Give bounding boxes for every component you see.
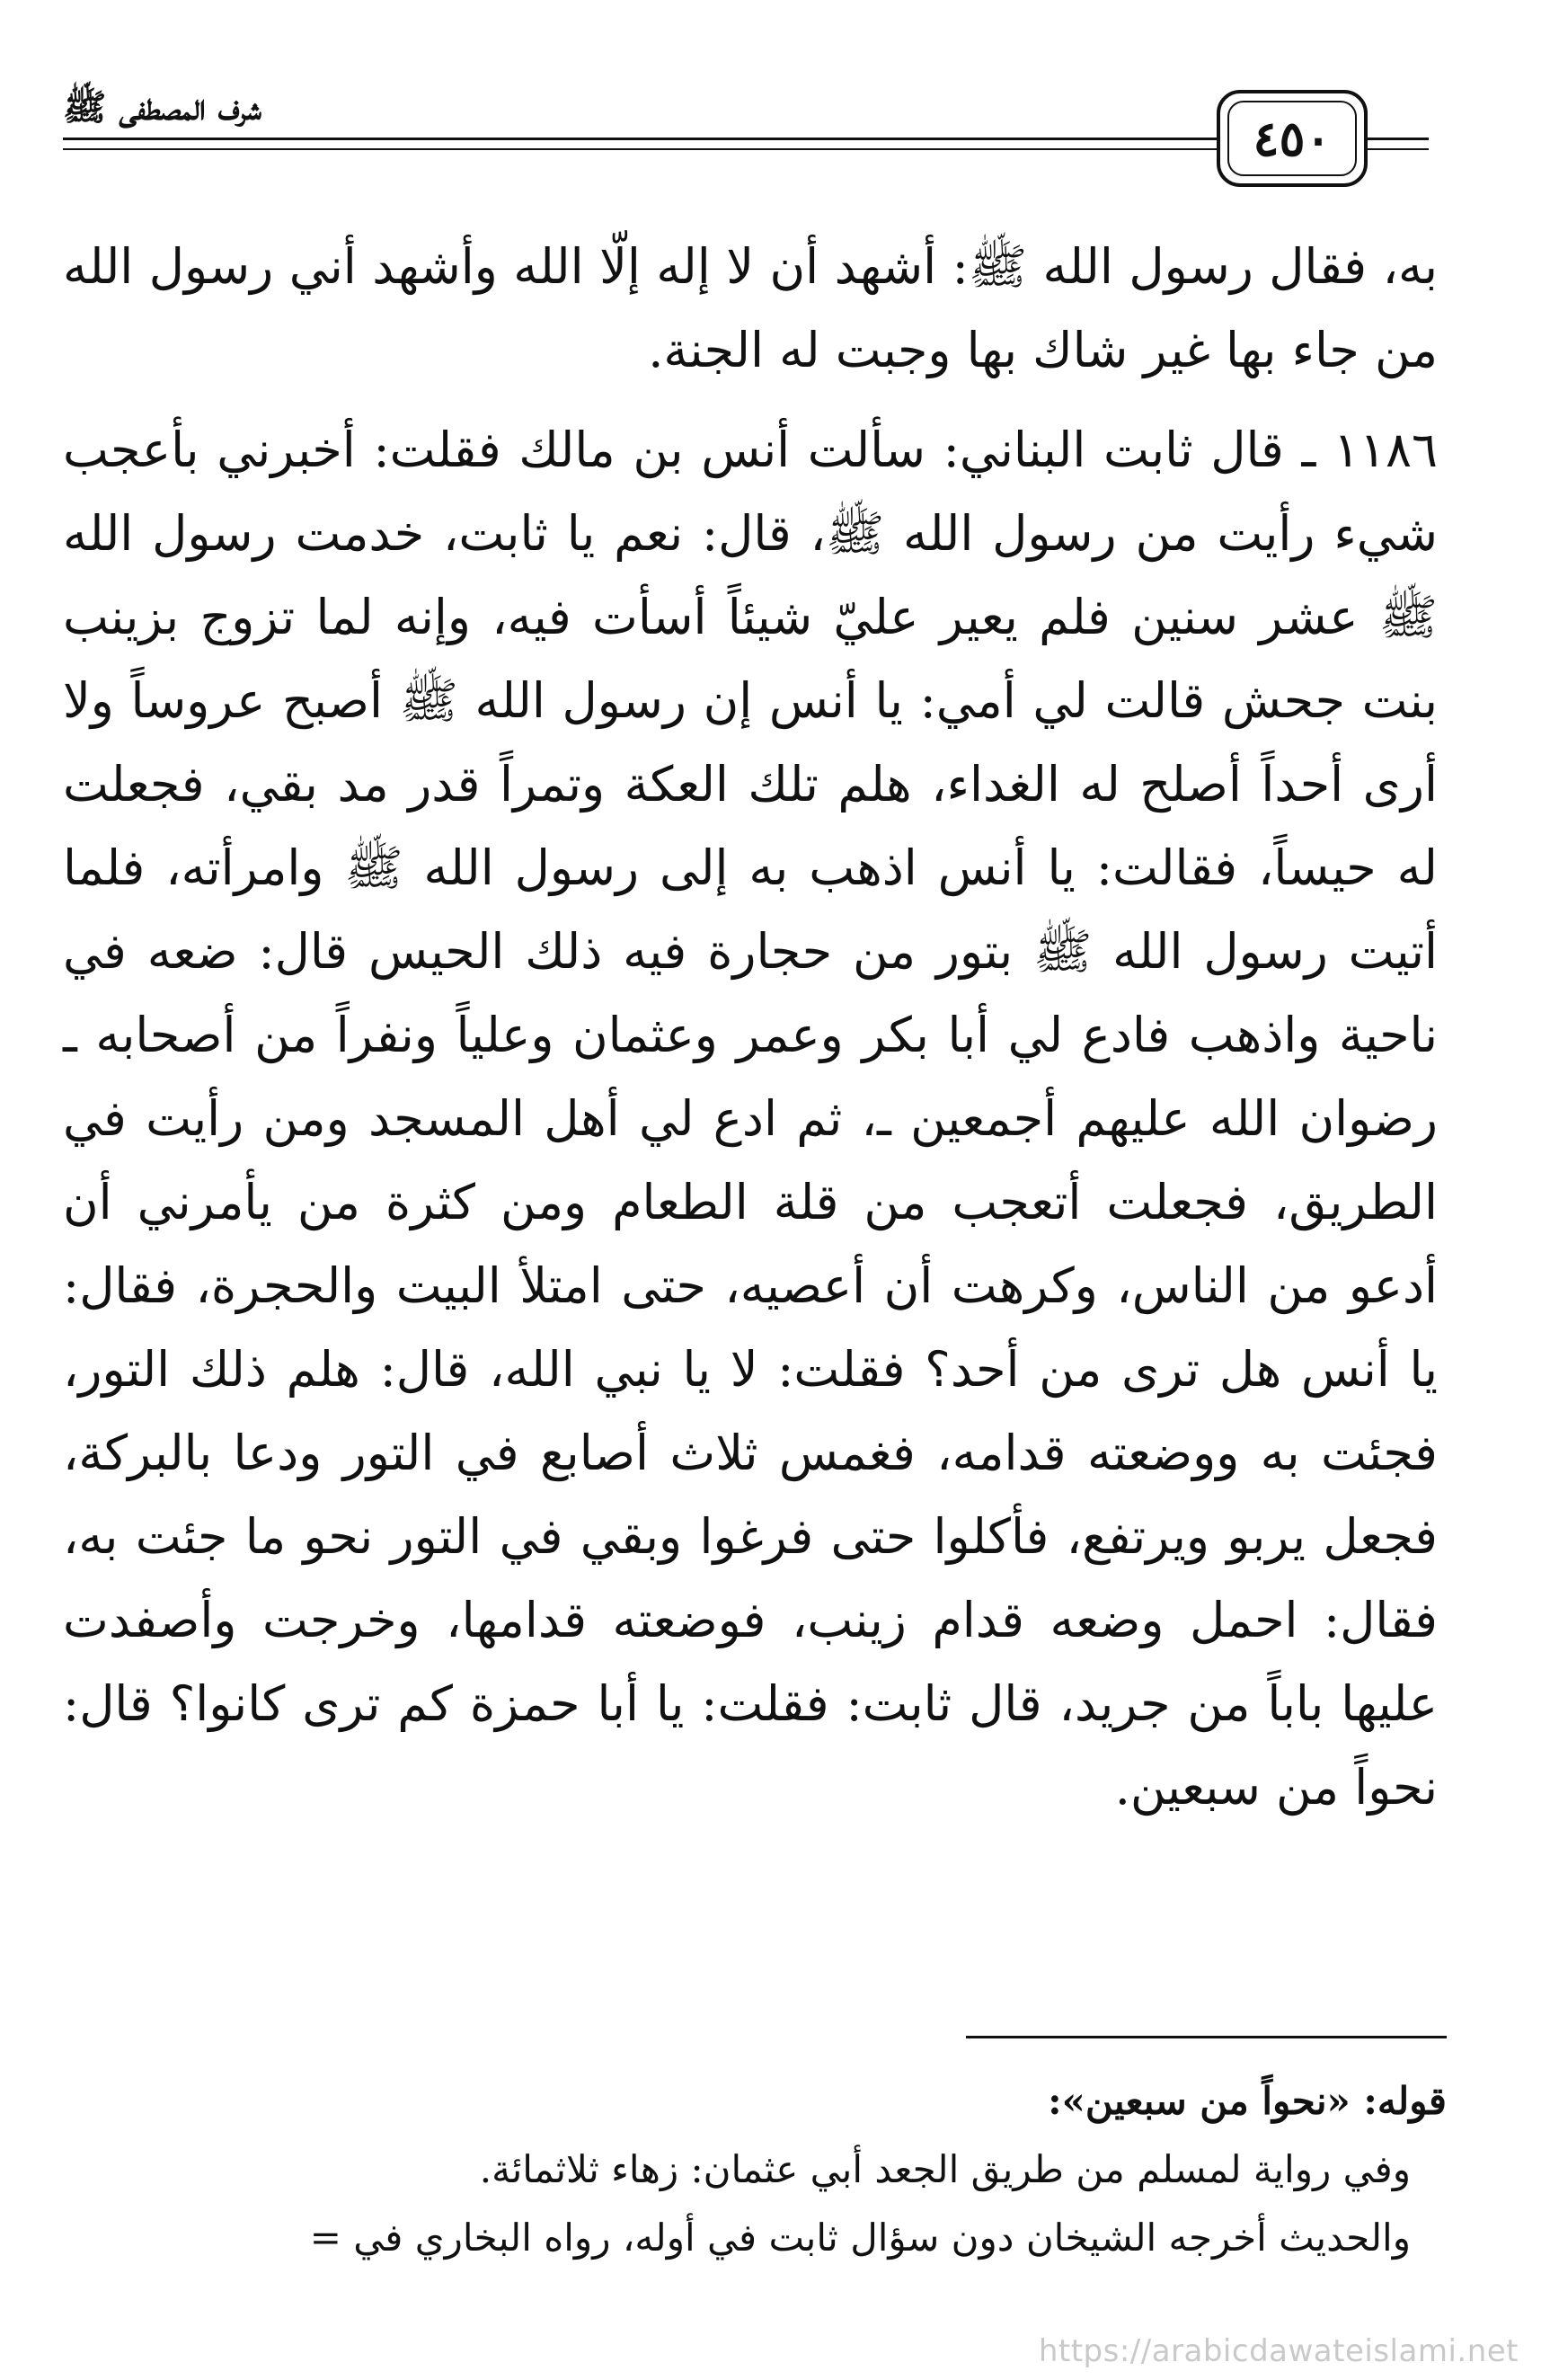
footnote [18,2067,1447,2272]
footnote-line: والحديث أخرجه الشيخان دون سؤال ثابت في أوله، رواه البخاري في = [309,2216,1411,2260]
running-title: شرف المصطفى ﷺ [63,85,267,130]
footnote-line: وفي رواية لمسلم من طريق الجعد أبي عثمان: زهاء ثلاثمائة. [479,2147,1411,2191]
header-rule-top [63,138,1276,140]
paragraph-hadith-1186: ١١٨٦ ـ قال ثابت البناني: سألت أنس بن مالك فقلت: أخبرني بأعجب شيء رأيت من رسول الله ﷺ، قال: نعم يا ثابت، خدمت رسول الله ﷺ عشر سنين فلم يعير عليّ شيئاً أسأت فيه، وإنه لما تزوج بزينب بنت جحش قالت لي أمي: يا أنس إن رسول الله ﷺ أصبح عروساً ولا أرى أحداً أصلح له الغداء، هلم تلك العكة وتمراً قدر مد بقي، فجعلت له حيساً، فقالت: يا أنس اذهب به إلى رسول الله ﷺ وامرأته، فلما أتيت رسول الله ﷺ بتور من حجارة فيه ذلك الحيس قال: ضعه في ناحية واذهب فادع لي أبا بكر وعمر وعثمان وعلياً ونفراً من أصحابه ـ رضوان الله عليهم أجمعين ـ، ثم ادع لي أهل المسجد ومن رأيت في الطريق، فجعلت أتعجب من قلة الطعام ومن كثرة من يأمرني أن أدعو من الناس، وكرهت أن أعصيه، حتى امتلأ البيت والحجرة، فقال: يا أنس هل ترى من أحد؟ فقلت: لا يا نبي الله، قال: هلم ذلك التور، فجئت به ووضعته قدامه، فغمس ثلاث أصابع في التور ودعا بالبركة، فجعل يربو ويرتفع، فأكلوا حتى فرغوا وبقي في التور نحو ما جئت به، فقال: احمل وضعه قدام زينب، فوضعته قدامها، وخرجت وأصفدت عليها باباً من جريد، قال ثابت: فقلت: يا أبا حمزة كم ترى كانوا؟ قال: نحواً من سبعين. [63,422,1438,1816]
header-rule-right-bottom [1364,148,1429,150]
header-rule-bottom [63,148,1276,150]
footnote-separator [966,2036,1447,2038]
main-text [63,225,1438,1829]
watermark-url: https://arabicdawateislami.net [1038,2333,1519,2369]
page-number: ٤٥٠ [1227,101,1357,176]
paragraph-continuation: به، فقال رسول الله ﷺ: أشهد أن لا إله إلّا الله وأشهد أني رسول الله من جاء بها غير شاك بها وجبت له الجنة. [63,238,1438,378]
footnote-heading: قوله: «نحواً من سبعين»: [1048,2079,1447,2123]
header-rule-right-top [1364,138,1429,140]
page-number-frame [1217,90,1368,187]
page-header [63,85,1429,184]
